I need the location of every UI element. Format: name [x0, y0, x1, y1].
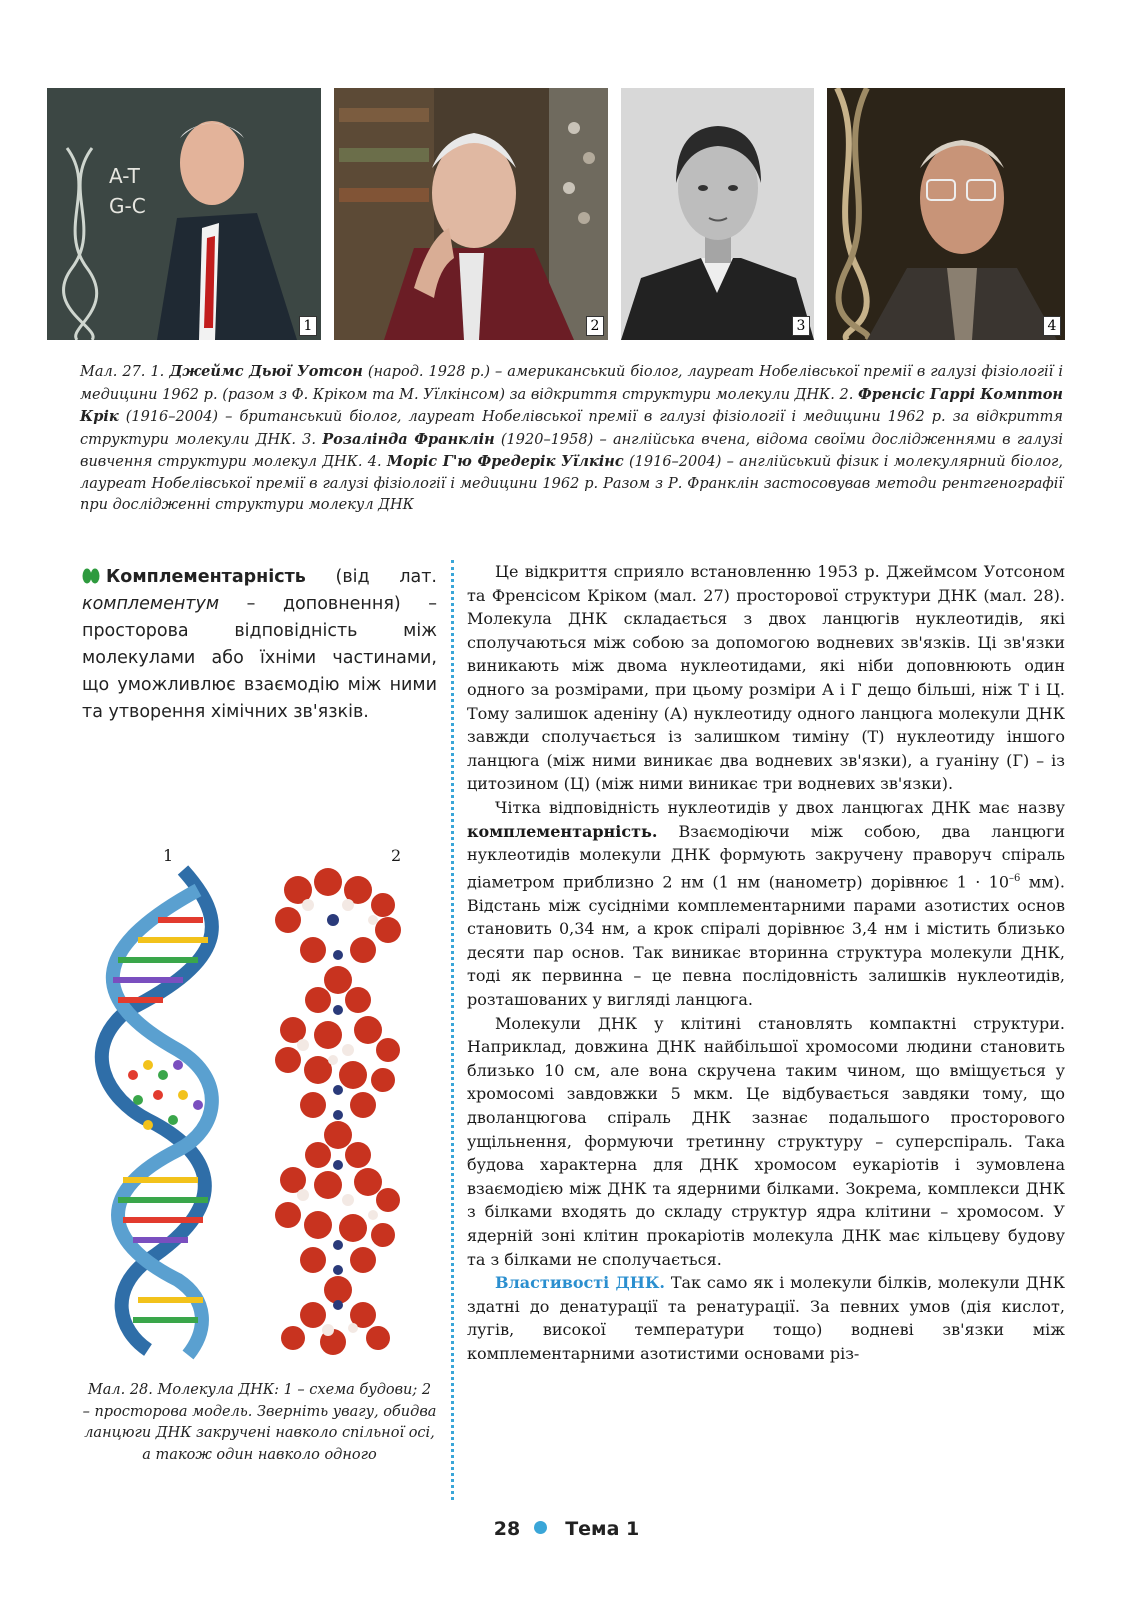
- dna-space-model: [275, 868, 401, 1355]
- leaf-icon: [82, 568, 100, 584]
- photo-watson: [47, 88, 321, 340]
- figure-27-caption: [80, 361, 1063, 517]
- caption-name-wilkins: Моріс Г'ю Фредерік Уїлкінс: [386, 453, 624, 470]
- p2-text-c: Взаємодіючи між собою, два ланцюги нуклеотидів молекули ДНК формують закручену праворуч спіраль діаметром приблизно 2 нм (1 нм (нанометр) дорівнює 1 · 10: [467, 821, 1065, 892]
- portrait-photos: [47, 88, 1065, 340]
- p2-exponent: –6: [1009, 872, 1021, 884]
- definition-box: [82, 564, 437, 726]
- column-divider: [451, 560, 454, 1500]
- paragraph-4: [467, 1271, 1065, 1365]
- definition-latin: комплементум: [82, 594, 220, 614]
- p2-term: комплементарність.: [467, 821, 658, 841]
- photo-number-2: 2: [586, 316, 604, 336]
- caption-prefix: Мал. 27. 1.: [80, 364, 170, 380]
- figure-label-1: 1: [163, 846, 174, 865]
- caption-text-1: (народ. 1928 р.) – американський біолог, лауреат Нобелівської премії в галузі фізіології і медицини 1962 р. (разом з Ф. Кріком та М. Уїлкінсом) за відкриття структури молекули ДНК. 2.: [80, 364, 1063, 403]
- figure-28-caption: Мал. 28. Молекула ДНК: 1 – схема будови; 2 – просторова модель. Зверніть увагу, обидва ланцюги ДНК закручені навколо спільної осі, а також один навколо одного: [82, 1382, 437, 1463]
- dna-illustration: [88, 860, 428, 1360]
- photo-number-3: 3: [792, 316, 810, 336]
- paragraph-1: Це відкриття сприяло встановленню 1953 р. Джеймсом Уотсоном та Френсісом Кріком (мал. 27) просторової структури ДНК (мал. 28). Молекула ДНК складається з двох ланцюгів нуклеотидів, які сполучаються між собою за допомогою водневих зв'язків. Ці зв'язки виникають між двома нуклеотидами, які ніби доповнюють один одного за розмірами, при цьому розміри А і Г дещо більші, ніж Т і Ц. Тому залишок аденіну (А) нуклеотиду одного ланцюга молекули ДНК завжди сполучається із залишком тиміну (Т) нуклеотиду іншого ланцюга (між ними виникає два водневих зв'язки), а гуаніну (Г) – із цитозином (Ц) (між ними виникає три водневих зв'язки).: [467, 562, 1065, 794]
- board-text-gc: G-C: [109, 194, 146, 218]
- page-footer: [0, 1518, 1133, 1540]
- figure-label-2: 2: [391, 846, 402, 865]
- p2-text-a: Чітка відповідність нуклеотидів у двох ланцюгах ДНК має назву: [495, 797, 1065, 817]
- definition-term: Комплементарність: [106, 567, 306, 587]
- topic-label: Тема 1: [565, 1518, 640, 1540]
- photo-number-4: 4: [1043, 316, 1061, 336]
- photo-number-1: 1: [299, 316, 317, 336]
- photo-franklin: [621, 88, 814, 340]
- definition-text-b: – доповнення) – просторова відповідність між молекулами або їхніми частинами, що уможливлює взаємодію між ними та утворення хімічних зв'язків.: [82, 594, 437, 722]
- photo-wilkins: [827, 88, 1065, 340]
- dna-helix-schema: [102, 870, 212, 1355]
- p2-text-d: мм). Відстань між сусідніми комплементарними парами азотистих основ становить 0,34 нм, а крок спіралі дорівнює 3,4 нм і містить близько десяти пар основ. Так виникає вторинна структура молекули ДНК, тоді як первинна – це певна послідовність залишків нуклеотидів, розташованих у вигляді ланцюга.: [467, 872, 1065, 1010]
- caption-text-3: (1920–1958) – англійська вчена, відома своїми дослідженнями в галузі вивчення структури молекул ДНК. 4.: [80, 431, 1063, 470]
- figure-28-dna: [88, 846, 428, 1360]
- main-text: [467, 560, 1065, 1366]
- board-text-at: A-T: [109, 164, 140, 188]
- paragraph-3: Молекули ДНК у клітині становлять компактні структури. Наприклад, довжина ДНК найбільшої хромосоми людини становить близько 10 см, але вона скручена таким чином, що вміщується у хромосомі завдовжки 5 мкм. Це відбувається завдяки тому, що дволанцюгова спіраль ДНК зазнає подальшого просторового ущільнення, формуючи третинну структуру – суперспіраль. Така будова характерна для ДНК хромосом еукаріотів і зумовлена взаємодією між ДНК та ядерними білками. Зокрема, комплекси ДНК з білками входять до складу структур ядра клітини – хромосом. У ядерній зоні клітин прокаріотів молекула ДНК має кільцеву будову та з білками не сполучається.: [467, 1013, 1065, 1269]
- caption-name-franklin: Розалінда Франклін: [322, 430, 495, 448]
- page-number: 28: [493, 1518, 521, 1540]
- caption-text-4: (1916–2004) – англійський фізик і молекулярний біолог, лауреат Нобелівської премії в галузі фізіології і медицини 1962 р. Разом з Р. Франклін застосовував методи рентгенографії при дослідженні структури молекул ДНК: [80, 454, 1063, 513]
- paragraph-2: [467, 796, 1065, 1012]
- caption-name-watson: Джеймс Дьюї Уотсон: [169, 363, 363, 380]
- definition-text-a: (від лат.: [305, 567, 437, 587]
- caption-text-2: (1916–2004) – британський біолог, лауреат Нобелівської премії в галузі фізіології і медицини 1962 р. за відкриття структури молекули ДНК. 3.: [80, 409, 1063, 448]
- footer-dot-icon: [534, 1521, 547, 1534]
- caption-name-crick: Френсіс Гаррі Комптон Крік: [80, 385, 1064, 425]
- photo-crick: [334, 88, 608, 340]
- section-heading-properties: Властивості ДНК.: [495, 1273, 665, 1293]
- p4-text: Так само як і молекули білків, молекули ДНК здатні до денатурації та ренатурації. За певних умов (дія кислот, лугів, високої температури тощо) водневі зв'язки між комплементарними азотистими основами різ-: [467, 1273, 1065, 1363]
